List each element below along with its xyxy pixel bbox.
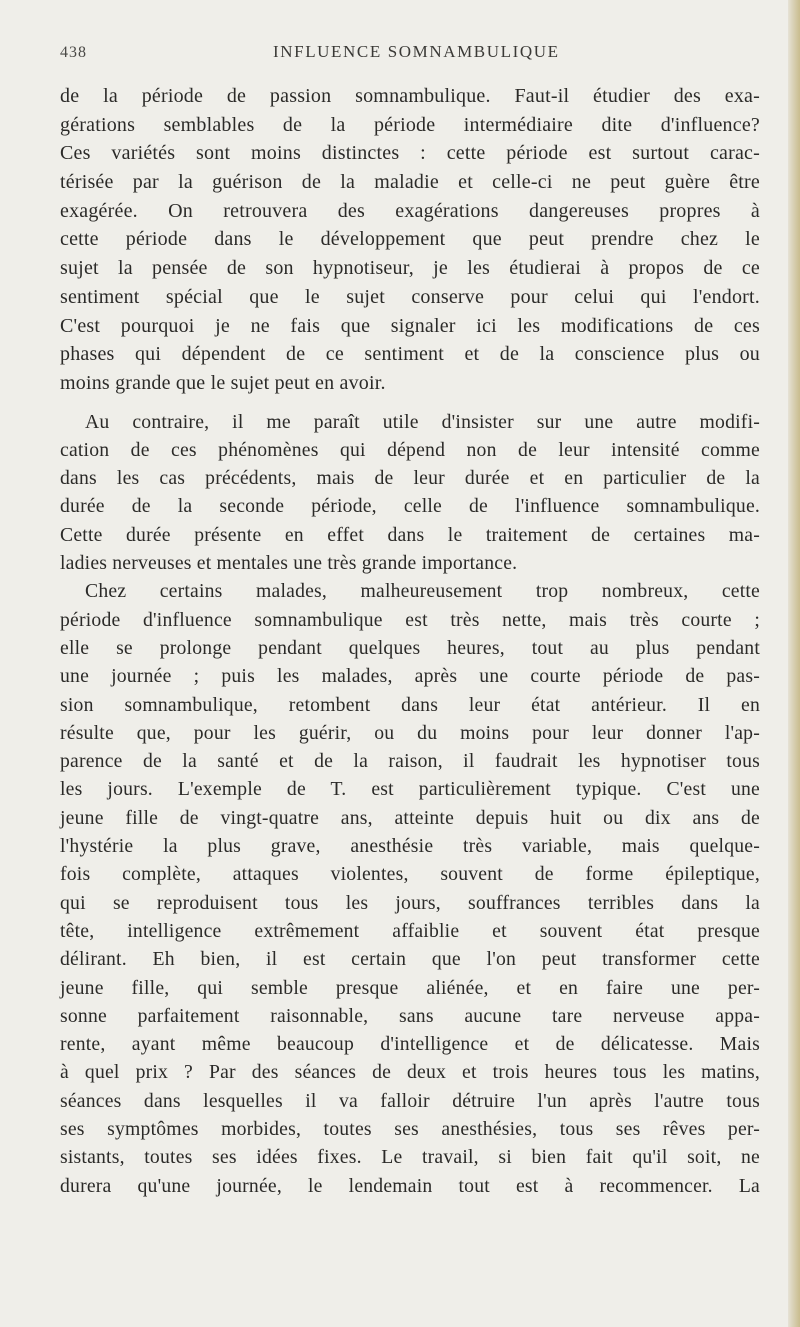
text-line: moins grande que le sujet peut en avoir. [60,371,386,394]
text-line: Cette durée présente en effet dans le traitement de certaines ma- [60,523,760,546]
text-line: Au contraire, il me paraît utile d'insister sur une autre modifi- [85,410,760,433]
text-line: qui se reproduisent tous les jours, souffrances terribles dans la [60,891,760,914]
text-line: résulte que, pour les guérir, ou du moins pour leur donner l'ap- [60,721,760,744]
page-number: 438 [60,44,87,61]
text-line: durera qu'une journée, le lendemain tout est à recommencer. La [60,1174,760,1197]
text-line: exagérée. On retrouvera des exagérations dangereuses propres à [60,199,760,222]
text-line: C'est pourquoi je ne fais que signaler ici les modifications de ces [60,314,760,337]
text-line: elle se prolonge pendant quelques heures, tout au plus pendant [60,636,760,659]
text-line: jeune fille, qui semble presque aliénée, et en faire une per- [60,976,760,999]
text-line: fois complète, attaques violentes, souvent de forme épileptique, [60,863,760,886]
paragraph-2 [60,408,760,578]
text-line: ladies nerveuses et mentales une très grande importance. [60,552,518,575]
paragraph-gap [60,398,760,408]
text-line: sujet la pensée de son hypnotiseur, je les étudierai à propos de ce [60,257,760,280]
text-line: Chez certains malades, malheureusement trop nombreux, cette [85,580,760,603]
page-edge [788,0,800,1327]
text-line: térisée par la guérison de la maladie et celle-ci ne peut guère être [60,171,760,194]
text-line: les jours. L'exemple de T. est particulièrement typique. C'est une [60,778,760,801]
body-text [60,82,760,1200]
text-line: période d'influence somnambulique est très nette, mais très courte ; [60,608,760,631]
text-line: phases qui dépendent de ce sentiment et de la conscience plus ou [60,343,760,366]
text-line: de la période de passion somnambulique. Faut-il étudier des exa- [60,85,760,107]
text-line: l'hystérie la plus grave, anesthésie très variable, mais quelque- [60,835,760,858]
text-line: à quel prix ? Par des séances de deux et trois heures tous les matins, [60,1061,760,1084]
text-line: jeune fille de vingt-quatre ans, atteinte depuis huit ou dix ans de [60,806,760,829]
text-line: délirant. Eh bien, il est certain que l'on peut transformer cette [60,948,760,971]
text-line: sion somnambulique, retombent dans leur état antérieur. Il en [60,693,760,716]
paragraph-3 [60,577,760,1200]
text-line: séances dans lesquelles il va falloir détruire l'un après l'autre tous [60,1089,760,1112]
text-line: dans les cas précédents, mais de leur durée et en particulier de la [60,467,760,490]
text-line: gérations semblables de la période intermédiaire dite d'influence? [60,113,760,136]
text-line: sistants, toutes ses idées fixes. Le travail, si bien fait qu'il soit, ne [60,1146,760,1169]
running-head: INFLUENCE SOMNAMBULIQUE [273,42,560,61]
text-line: cette période dans le développement que peut prendre chez le [60,228,760,251]
text-line: sentiment spécial que le sujet conserve pour celui qui l'endort. [60,285,760,308]
text-line: ses symptômes morbides, toutes ses anesthésies, tous ses rêves per- [60,1117,760,1140]
text-line: cation de ces phénomènes qui dépend non de leur intensité comme [60,438,760,461]
text-line: sonne parfaitement raisonnable, sans aucune tare nerveuse appa- [60,1004,760,1027]
text-line: durée de la seconde période, celle de l'influence somnambulique. [60,495,760,518]
text-line: une journée ; puis les malades, après une courte période de pas- [60,665,760,688]
text-line: Ces variétés sont moins distinctes : cette période est surtout carac- [60,142,760,165]
paragraph-1 [60,82,760,398]
text-line: rente, ayant même beaucoup d'intelligence et de délicatesse. Mais [60,1033,760,1056]
page-header [60,42,760,72]
text-line: parence de la santé et de la raison, il faudrait les hypnotiser tous [60,750,760,773]
text-line: tête, intelligence extrêmement affaiblie et souvent état presque [60,919,760,942]
